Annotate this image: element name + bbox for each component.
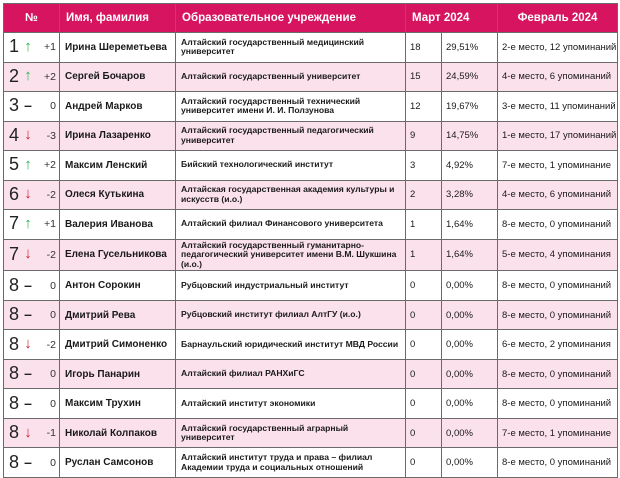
institution-name: Алтайский государственный педагогический университет <box>176 121 406 151</box>
rank-group <box>8 185 35 203</box>
table-row <box>4 62 618 92</box>
institution-name: Алтайский государственный гуманитарно-педагогический университет имени В.М. Шукшина (и.о.) <box>176 239 406 271</box>
rank-cell <box>4 418 42 448</box>
rank-group <box>8 155 35 173</box>
rank-number: 6 <box>8 183 19 204</box>
march-percent: 0,00% <box>442 359 498 389</box>
rank-group <box>8 276 35 294</box>
february-result: 1-е место, 17 упоминаний <box>498 121 618 151</box>
institution-name: Алтайский государственный университет <box>176 62 406 92</box>
rank-change: 0 <box>42 271 60 301</box>
march-percent: 1,64% <box>442 210 498 240</box>
february-result: 3-е место, 11 упоминаний <box>498 92 618 122</box>
rank-cell <box>4 121 42 151</box>
february-result: 5-е место, 4 упоминания <box>498 239 618 271</box>
dash-icon: – <box>24 276 32 293</box>
rank-change: +1 <box>42 210 60 240</box>
table-row <box>4 359 618 389</box>
march-mentions: 1 <box>406 239 442 271</box>
arrow-up-icon: ↑ <box>24 37 32 55</box>
march-percent: 4,92% <box>442 151 498 181</box>
march-mentions: 0 <box>406 300 442 330</box>
march-percent: 0,00% <box>442 330 498 360</box>
march-percent: 0,00% <box>442 448 498 478</box>
rank-cell <box>4 448 42 478</box>
person-name: Елена Гусельникова <box>60 239 176 271</box>
rank-number: 8 <box>8 451 19 472</box>
rank-number: 8 <box>8 363 19 384</box>
arrow-up-icon: ↑ <box>24 155 32 173</box>
table-row <box>4 418 618 448</box>
rank-group <box>8 453 35 471</box>
march-mentions: 0 <box>406 330 442 360</box>
institution-name: Алтайский филиал Финансового университета <box>176 210 406 240</box>
table-row <box>4 210 618 240</box>
rank-change: 0 <box>42 448 60 478</box>
march-mentions: 0 <box>406 359 442 389</box>
person-name: Руслан Самсонов <box>60 448 176 478</box>
institution-name: Барнаульский юридический институт МВД России <box>176 330 406 360</box>
march-percent: 3,28% <box>442 180 498 210</box>
header-rank: № <box>4 4 60 33</box>
person-name: Игорь Панарин <box>60 359 176 389</box>
rank-change: -2 <box>42 180 60 210</box>
dash-icon: – <box>24 453 32 470</box>
rank-cell <box>4 271 42 301</box>
person-name: Валерия Иванова <box>60 210 176 240</box>
person-name: Андрей Марков <box>60 92 176 122</box>
rank-number: 7 <box>8 243 19 264</box>
person-name: Ирина Лазаренко <box>60 121 176 151</box>
arrow-down-icon: ↓ <box>24 335 32 353</box>
rank-change: +2 <box>42 62 60 92</box>
rank-cell <box>4 239 42 271</box>
march-mentions: 0 <box>406 448 442 478</box>
person-name: Олеся Кутькина <box>60 180 176 210</box>
rank-number: 2 <box>8 65 19 86</box>
february-result: 7-е место, 1 упоминание <box>498 418 618 448</box>
arrow-down-icon: ↓ <box>24 185 32 203</box>
rank-number: 8 <box>8 304 19 325</box>
dash-icon: – <box>24 394 32 411</box>
march-mentions: 0 <box>406 418 442 448</box>
march-mentions: 9 <box>406 121 442 151</box>
february-result: 8-е место, 0 упоминаний <box>498 300 618 330</box>
table-row <box>4 121 618 151</box>
table-row <box>4 448 618 478</box>
arrow-up-icon: ↑ <box>24 67 32 85</box>
institution-name: Алтайский государственный аграрный университет <box>176 418 406 448</box>
february-result: 8-е место, 0 упоминаний <box>498 448 618 478</box>
header-february: Февраль 2024 <box>498 4 618 33</box>
table-body <box>4 33 618 478</box>
institution-name: Алтайский институт труда и права – филиал Академии труда и социальных отношений <box>176 448 406 478</box>
institution-name: Алтайская государственная академия культуры и искусств (и.о.) <box>176 180 406 210</box>
rank-change: 0 <box>42 359 60 389</box>
rank-change: +2 <box>42 151 60 181</box>
march-percent: 0,00% <box>442 271 498 301</box>
header-name: Имя, фамилия <box>60 4 176 33</box>
institution-name: Алтайский филиал РАНХиГС <box>176 359 406 389</box>
rank-group <box>8 305 35 323</box>
march-percent: 0,00% <box>442 418 498 448</box>
rank-group <box>8 37 35 55</box>
rank-number: 1 <box>8 36 19 57</box>
rank-change: +1 <box>42 33 60 63</box>
february-result: 8-е место, 0 упоминаний <box>498 389 618 419</box>
arrow-down-icon: ↓ <box>24 245 32 263</box>
person-name: Антон Сорокин <box>60 271 176 301</box>
rank-number: 5 <box>8 154 19 175</box>
rank-number: 4 <box>8 124 19 145</box>
february-result: 8-е место, 0 упоминаний <box>498 210 618 240</box>
rank-number: 7 <box>8 213 19 234</box>
rank-cell <box>4 180 42 210</box>
arrow-up-icon: ↑ <box>24 214 32 232</box>
rank-cell <box>4 210 42 240</box>
person-name: Дмитрий Рева <box>60 300 176 330</box>
table-row <box>4 239 618 271</box>
rank-group <box>8 214 35 232</box>
march-mentions: 0 <box>406 389 442 419</box>
ranking-table-container <box>3 3 617 475</box>
rank-change: 0 <box>42 300 60 330</box>
person-name: Ирина Шереметьева <box>60 33 176 63</box>
rank-change: -1 <box>42 418 60 448</box>
march-mentions: 12 <box>406 92 442 122</box>
arrow-down-icon: ↓ <box>24 423 32 441</box>
rank-cell <box>4 92 42 122</box>
rank-change: 0 <box>42 92 60 122</box>
march-mentions: 2 <box>406 180 442 210</box>
march-mentions: 3 <box>406 151 442 181</box>
institution-name: Алтайский государственный медицинский университет <box>176 33 406 63</box>
rank-number: 8 <box>8 392 19 413</box>
rank-cell <box>4 151 42 181</box>
institution-name: Бийский технологический институт <box>176 151 406 181</box>
rank-group <box>8 67 35 85</box>
rank-change: 0 <box>42 389 60 419</box>
header-institution: Образовательное учреждение <box>176 4 406 33</box>
rank-change: -3 <box>42 121 60 151</box>
rank-group <box>8 394 35 412</box>
arrow-down-icon: ↓ <box>24 126 32 144</box>
rank-number: 8 <box>8 333 19 354</box>
rank-group <box>8 96 35 114</box>
table-row <box>4 33 618 63</box>
february-result: 8-е место, 0 упоминаний <box>498 359 618 389</box>
table-row <box>4 271 618 301</box>
table-row <box>4 330 618 360</box>
rank-cell <box>4 389 42 419</box>
institution-name: Алтайский государственный технический университет имени И. И. Ползунова <box>176 92 406 122</box>
rank-group <box>8 335 35 353</box>
table-row <box>4 92 618 122</box>
rank-cell <box>4 33 42 63</box>
table-row <box>4 151 618 181</box>
dash-icon: – <box>24 97 32 114</box>
march-mentions: 1 <box>406 210 442 240</box>
rank-cell <box>4 62 42 92</box>
table-row <box>4 389 618 419</box>
rank-group <box>8 423 35 441</box>
institution-name: Алтайский институт экономики <box>176 389 406 419</box>
person-name: Максим Трухин <box>60 389 176 419</box>
person-name: Николай Колпаков <box>60 418 176 448</box>
person-name: Максим Ленский <box>60 151 176 181</box>
february-result: 2-е место, 12 упоминаний <box>498 33 618 63</box>
rank-change: -2 <box>42 239 60 271</box>
rank-number: 3 <box>8 95 19 116</box>
person-name: Дмитрий Симоненко <box>60 330 176 360</box>
ranking-table <box>3 3 618 478</box>
rank-cell <box>4 359 42 389</box>
february-result: 8-е место, 0 упоминаний <box>498 271 618 301</box>
institution-name: Рубцовский индустриальный институт <box>176 271 406 301</box>
march-mentions: 18 <box>406 33 442 63</box>
dash-icon: – <box>24 306 32 323</box>
february-result: 7-е место, 1 упоминание <box>498 151 618 181</box>
table-row <box>4 300 618 330</box>
rank-cell <box>4 330 42 360</box>
table-row <box>4 180 618 210</box>
dash-icon: – <box>24 365 32 382</box>
rank-number: 8 <box>8 422 19 443</box>
march-mentions: 0 <box>406 271 442 301</box>
rank-change: -2 <box>42 330 60 360</box>
rank-cell <box>4 300 42 330</box>
march-percent: 1,64% <box>442 239 498 271</box>
march-mentions: 15 <box>406 62 442 92</box>
rank-group <box>8 245 35 263</box>
february-result: 6-е место, 2 упоминания <box>498 330 618 360</box>
march-percent: 0,00% <box>442 389 498 419</box>
march-percent: 24,59% <box>442 62 498 92</box>
rank-group <box>8 126 35 144</box>
march-percent: 29,51% <box>442 33 498 63</box>
header-march: Март 2024 <box>406 4 498 33</box>
institution-name: Рубцовский институт филиал АлтГУ (и.о.) <box>176 300 406 330</box>
february-result: 4-е место, 6 упоминаний <box>498 62 618 92</box>
table-header-row <box>4 4 618 33</box>
march-percent: 19,67% <box>442 92 498 122</box>
march-percent: 0,00% <box>442 300 498 330</box>
rank-group <box>8 364 35 382</box>
march-percent: 14,75% <box>442 121 498 151</box>
person-name: Сергей Бочаров <box>60 62 176 92</box>
february-result: 4-е место, 6 упоминаний <box>498 180 618 210</box>
rank-number: 8 <box>8 274 19 295</box>
